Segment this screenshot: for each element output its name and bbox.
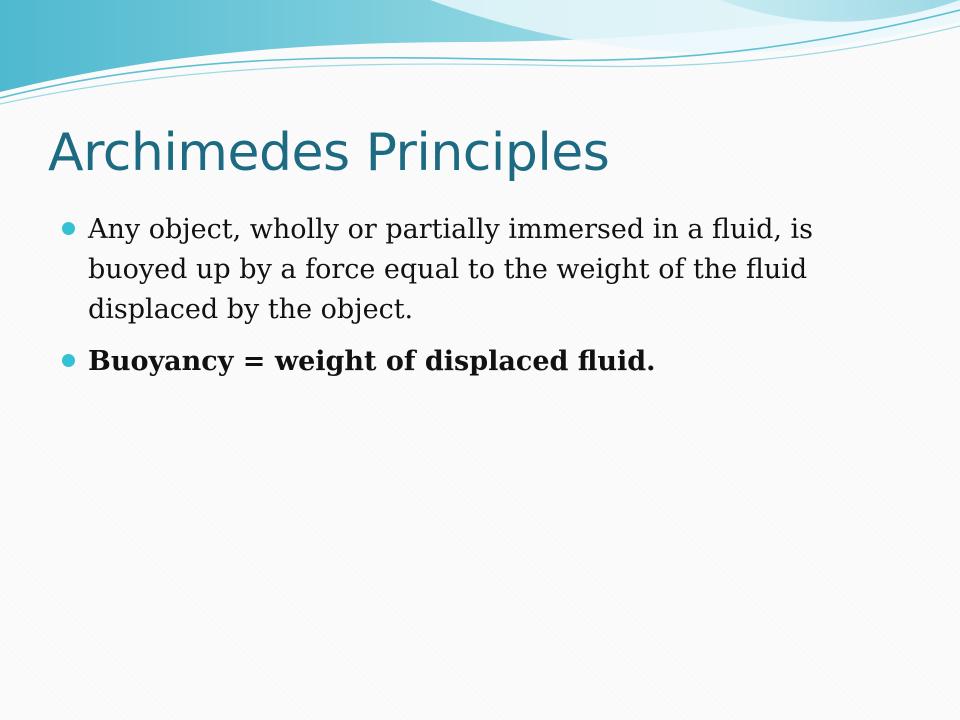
bullet-item [62,342,902,382]
bullet-text: Any object, wholly or partially immersed in a fluid, is buoyed up by a force equal to the weight of the fluid displaced by the object. [88,214,814,325]
bullet-list [62,210,902,394]
bullet-text: Buoyancy = weight of displaced fluid. [88,346,656,377]
bullet-dot-icon [62,222,75,235]
header-wave-decoration [0,0,960,120]
slide-title: Archimedes Principles [48,123,610,183]
bullet-item [62,210,902,330]
bullet-dot-icon [62,354,75,367]
